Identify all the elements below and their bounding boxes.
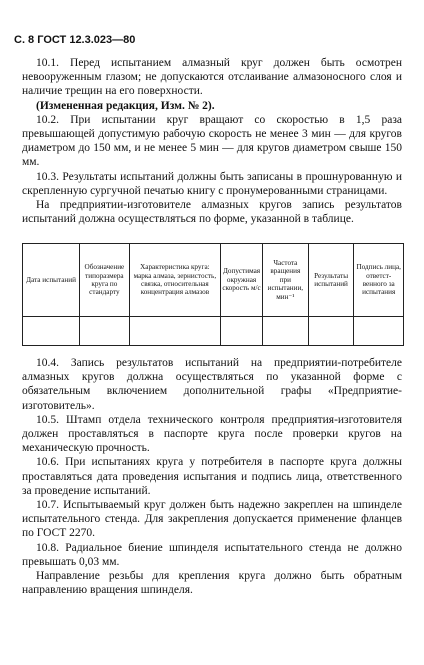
table-cell [23, 317, 80, 346]
bottom-text-block [22, 356, 402, 597]
amendment-note: (Измененная редакция, Изм. № 2). [36, 99, 215, 112]
table-header-cell: Результаты испытаний [308, 244, 354, 317]
table-header-cell: Характеристика круга: марка алмаза, зернистость, связка, относительная концентрация алмазов [129, 244, 220, 317]
paragraph-10-4: 10.4. Запись результатов испытаний на предприятии-потребителе алмазных кругов должна осуществляться по указанной форме с обязательным включением дополнительной графы «Предприятие-изготовитель». [22, 357, 402, 412]
paragraph-10-3: 10.3. Результаты испытаний должны быть записаны в прошнурованную и скрепленную сургучной печатью книгу с пронумерованными страницами. [22, 170, 402, 197]
table-cell [263, 317, 309, 346]
table-empty-row [23, 317, 404, 346]
paragraph-10-5: 10.5. Штамп отдела технического контроля предприятия-изготовителя должен проставляться в паспорте круга после проверки кругов на механическую прочность. [22, 413, 402, 455]
table-cell [129, 317, 220, 346]
paragraph-10-6: 10.6. При испытаниях круга у потребителя в паспорте круга должны проставляться дата проведения испытания и подпись лица, ответственного за проведение испытаний. [22, 456, 402, 497]
paragraph-thread-direction: Направление резьбы для крепления круга должно быть обратным направлению вращения шпинделя. [22, 570, 402, 597]
test-results-table [22, 243, 404, 346]
table-cell [308, 317, 354, 346]
page-header: С. 8 ГОСТ 12.3.023—80 [14, 34, 136, 46]
table-header-cell: Обозначение типоразмера круга по стандарту [80, 244, 130, 317]
paragraph-10-8: 10.8. Радиальное биение шпинделя испытательного стенда не должно превышать 0,03 мм. [22, 541, 402, 568]
table-cell [80, 317, 130, 346]
table-header-cell: Дата испытаний [23, 244, 80, 317]
paragraph-10-1: 10.1. Перед испытанием алмазный круг должен быть осмотрен невооруженным глазом; не допускаются отслаивание алмазоносного слоя и наличие трещин на его поверхности. [22, 57, 402, 98]
table-header-cell: Подпись лица, ответственного за испытания [354, 244, 404, 317]
paragraph-form-reference: На предприятии-изготовителе алмазных кругов запись результатов испытаний должна осуществляться по форме, указанной в таблице. [22, 199, 402, 226]
table-header-cell: Частота вращения при испытании, мин⁻¹ [263, 244, 309, 317]
table-header-row [23, 244, 404, 317]
table-cell [221, 317, 263, 346]
paragraph-10-7: 10.7. Испытываемый круг должен быть надежно закреплен на шпинделе испытательного стенда. Для закрепления допускается применение фланцев по ГОСТ 2270. [22, 499, 402, 540]
table-header-cell: Допустимая окружная скорость м/с [221, 244, 263, 317]
paragraph-10-2: 10.2. При испытании круг вращают со скоростью в 1,5 раза превышающей допустимую рабочую скорость не менее 3 мин — для кругов диаметром до 150 мм, и не менее 5 мин — для кругов диаметром свыше 150 мм. [22, 113, 402, 169]
table-cell [354, 317, 404, 346]
top-text-block [22, 56, 402, 226]
